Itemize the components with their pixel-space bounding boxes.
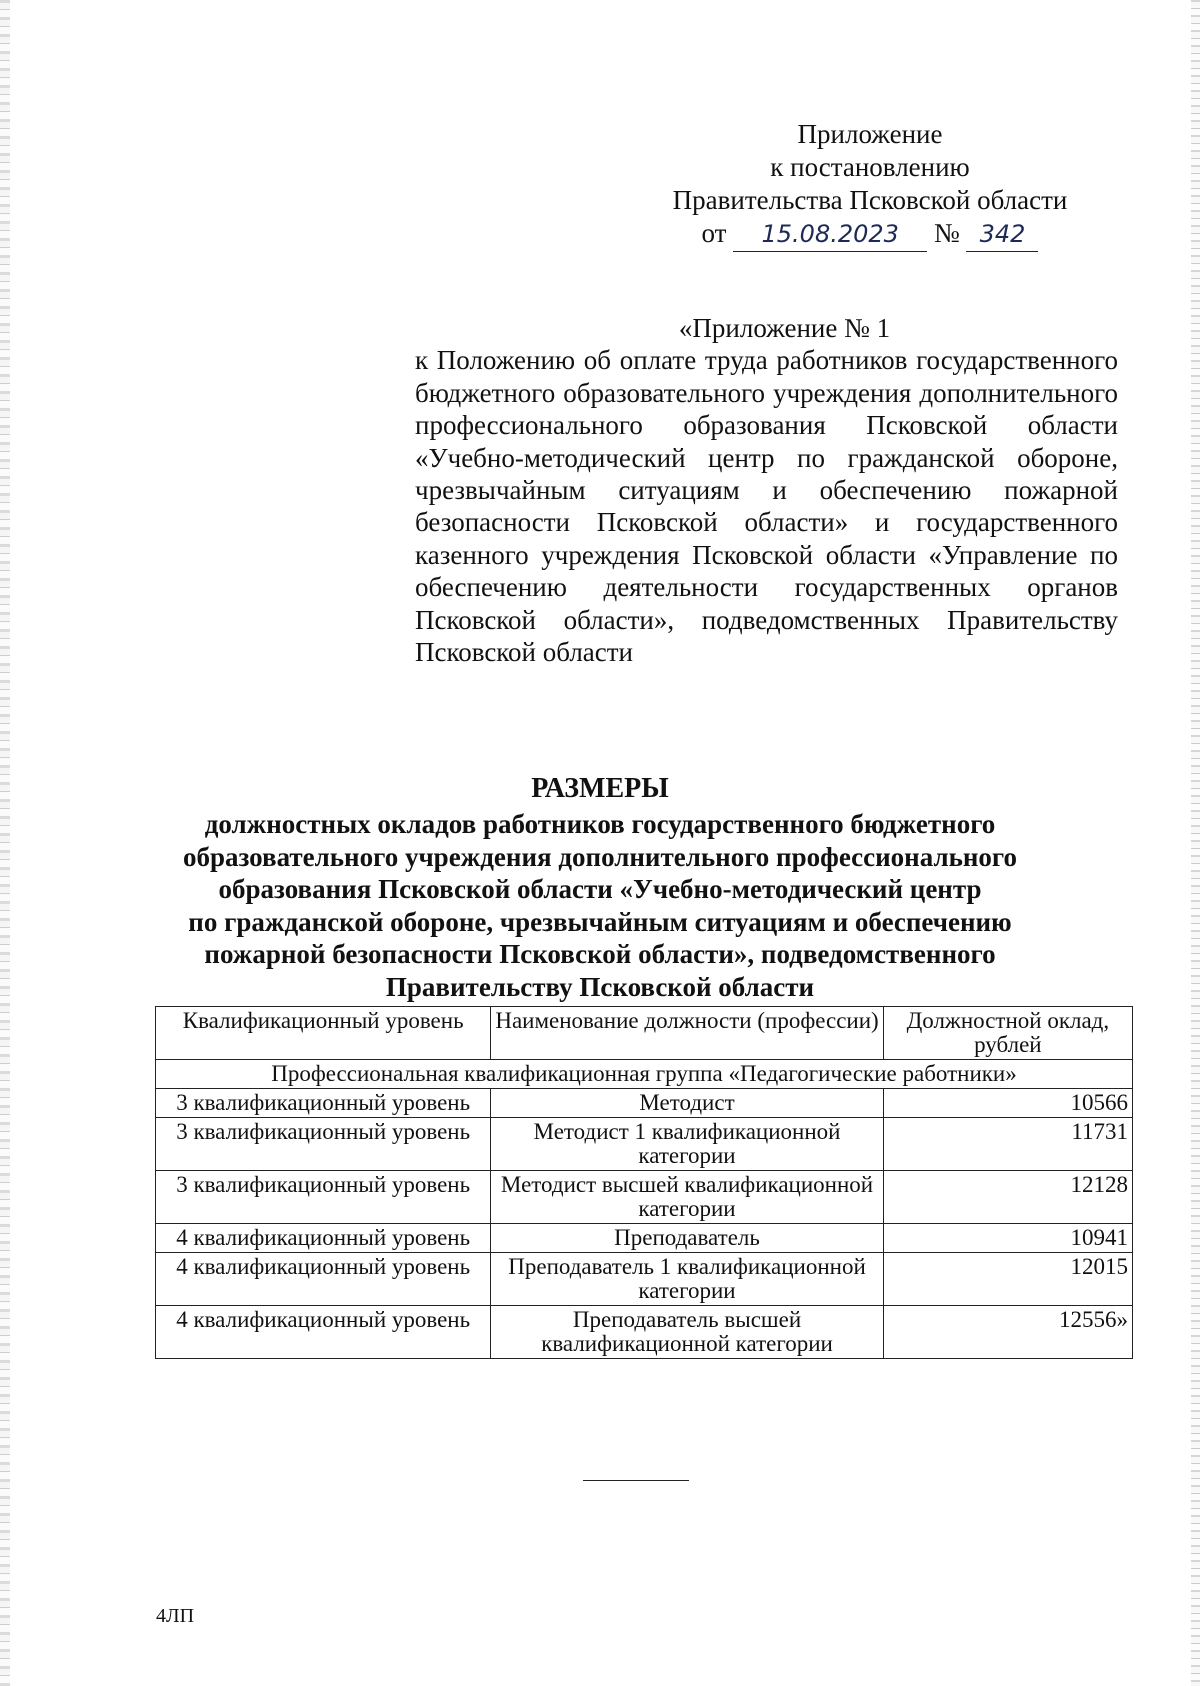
annex-block: [415, 312, 1118, 668]
cell-salary: 12128: [883, 1171, 1132, 1224]
subtitle-line: должностных окладов работников государственного бюджетного: [204, 809, 996, 839]
approval-line-2: к постановлению: [770, 152, 970, 182]
cell-position: Преподаватель: [491, 1224, 883, 1253]
handwritten-date: 15.08.2023: [733, 218, 927, 252]
cell-salary: 12556»: [883, 1306, 1132, 1359]
cell-salary: 10566: [883, 1089, 1132, 1118]
approval-stamp: [640, 118, 1100, 252]
annex-title: «Приложение № 1: [678, 313, 891, 343]
table-row: [156, 1224, 1133, 1253]
subtitle-line: образовательного учреждения дополнительного профессионального: [182, 841, 1018, 872]
cell-level: 3 квалификационный уровень: [156, 1171, 491, 1224]
subtitle-line: пожарной безопасности Псковской области», подведомственного: [204, 939, 996, 970]
table-group-row: [156, 1060, 1133, 1089]
approval-date-line: [640, 217, 1100, 252]
table-row: [156, 1253, 1133, 1306]
footer-code: 4ЛП: [156, 1605, 195, 1627]
cell-position: Методист: [491, 1089, 883, 1118]
cell-level: 4 квалификационный уровень: [156, 1224, 491, 1253]
header-level: Квалификационный уровень: [156, 1007, 491, 1060]
header-position: Наименование должности (профессии): [491, 1007, 883, 1060]
cell-level: 4 квалификационный уровень: [156, 1253, 491, 1306]
cell-level: 3 квалификационный уровень: [156, 1118, 491, 1171]
cell-position: Методист 1 квалификационной категории: [491, 1118, 883, 1171]
subtitle-line: по гражданской обороне, чрезвычайным ситуациям и обеспечению: [188, 906, 1012, 937]
cell-position: Преподаватель высшей квалификационной категории: [491, 1306, 883, 1359]
cell-salary: 10941: [883, 1224, 1132, 1253]
document-subtitle: [120, 808, 1080, 1004]
scan-edge-left: [0, 0, 10, 1686]
table-row: [156, 1306, 1133, 1359]
subtitle-line: образования Псковской области «Учебно-методический центр: [218, 874, 982, 905]
table-row: [156, 1171, 1133, 1224]
cell-salary: 11731: [883, 1118, 1132, 1171]
annex-body: к Положению об оплате труда работников государственного бюджетного образовательного учреждения дополнительного профессионального образования Псковской области «Учебно-методический центр по гражданской обороне, чрезвычайным ситуациям и обеспечению пожарной безопасности Псковской области» и государственного казенного учреждения Псковской области «Управление по обеспечению деятельности государственных органов Псковской области», подведомственных Правительству Псковской области: [415, 345, 1118, 668]
subtitle-line: Правительству Псковской области: [385, 971, 815, 1002]
cell-level: 4 квалификационный уровень: [156, 1306, 491, 1359]
document-title-block: [120, 772, 1080, 1004]
cell-salary: 12015: [883, 1253, 1132, 1306]
document-title: РАЗМЕРЫ: [531, 773, 669, 804]
header-salary: Должностной оклад, рублей: [883, 1007, 1132, 1060]
group-label: Профессиональная квалификационная группа «Педагогические работники»: [156, 1060, 1133, 1089]
scan-edge-right: [1191, 0, 1200, 1686]
cell-position: Преподаватель 1 квалификационной категории: [491, 1253, 883, 1306]
approval-line-3: Правительства Псковской области: [672, 185, 1068, 215]
table-header-row: [156, 1007, 1133, 1060]
handwritten-number: 342: [966, 218, 1038, 252]
cell-position: Методист высшей квалификационной категории: [491, 1171, 883, 1224]
cell-level: 3 квалификационный уровень: [156, 1089, 491, 1118]
table-row: [156, 1118, 1133, 1171]
end-divider: [583, 1480, 689, 1481]
date-prefix: от: [701, 218, 727, 248]
number-prefix: №: [933, 218, 960, 248]
approval-line-1: Приложение: [797, 119, 943, 149]
table-row: [156, 1089, 1133, 1118]
salary-table: [155, 1006, 1133, 1359]
